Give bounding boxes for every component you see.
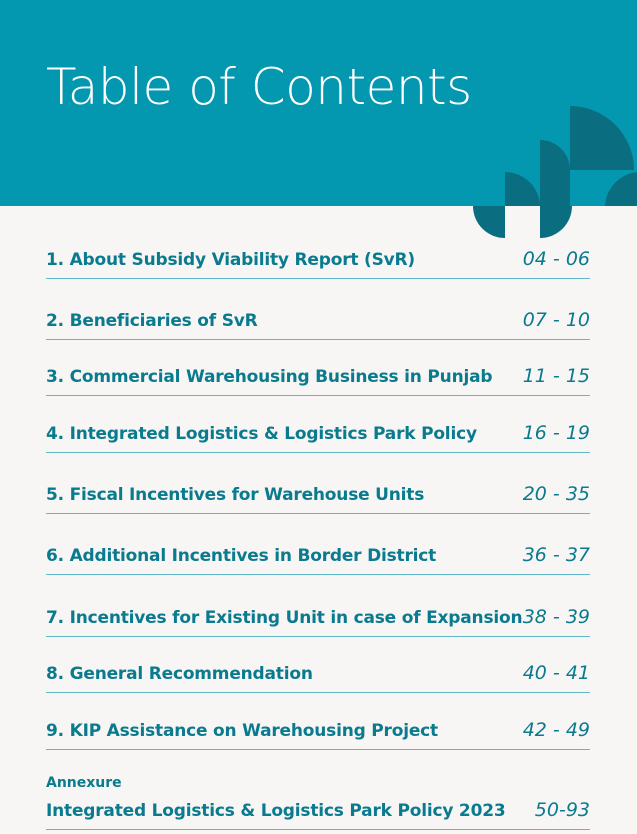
annexure-entry[interactable] — [46, 789, 590, 830]
toc-entry[interactable] — [46, 410, 590, 453]
toc-entry[interactable] — [46, 594, 590, 637]
toc-entry-pages: 40 - 41 — [522, 662, 590, 684]
annexure-entry-pages: 50-93 — [534, 799, 590, 821]
toc-entry-pages: 36 - 37 — [522, 544, 590, 566]
toc-entry[interactable] — [46, 297, 590, 340]
decor-shape — [473, 206, 505, 238]
toc-entry[interactable] — [46, 236, 590, 279]
toc-entry-label: 3. Commercial Warehousing Business in Punjab — [46, 367, 493, 387]
toc-entry-label: 6. Additional Incentives in Border District — [46, 546, 437, 566]
toc-entry-pages: 38 - 39 — [522, 606, 590, 628]
decor-shape — [605, 172, 637, 206]
page-title: Table of Contents — [46, 58, 472, 116]
toc-entry-label: 9. KIP Assistance on Warehousing Project — [46, 721, 438, 741]
annexure-entry-label: Integrated Logistics & Logistics Park Policy 2023 — [46, 801, 506, 821]
toc-entry[interactable] — [46, 707, 590, 750]
toc-entry-label: 4. Integrated Logistics & Logistics Park Policy — [46, 424, 477, 444]
toc-entry-label: 5. Fiscal Incentives for Warehouse Units — [46, 485, 425, 505]
toc-entry-pages: 20 - 35 — [522, 483, 590, 505]
decorative-quarter-circles — [0, 0, 637, 250]
decor-shape — [505, 172, 540, 206]
toc-entry-pages: 11 - 15 — [522, 365, 590, 387]
toc-entry-pages: 07 - 10 — [522, 309, 590, 331]
toc-entry-label: 7. Incentives for Existing Unit in case of Expansion — [46, 608, 523, 628]
toc-entry-pages: 04 - 06 — [522, 248, 590, 270]
toc-entry-pages: 16 - 19 — [522, 422, 590, 444]
toc-entry-label: 8. General Recommendation — [46, 664, 313, 684]
toc-entry[interactable] — [46, 353, 590, 396]
toc-entry-label: 1. About Subsidy Viability Report (SvR) — [46, 250, 415, 270]
toc-entry-label: 2. Beneficiaries of SvR — [46, 311, 258, 331]
toc-entry[interactable] — [46, 532, 590, 575]
toc-entry-pages: 42 - 49 — [522, 719, 590, 741]
decor-shape — [570, 106, 634, 170]
toc-entry[interactable] — [46, 471, 590, 514]
annexure-heading: Annexure — [46, 775, 122, 791]
decor-shape — [540, 206, 572, 238]
toc-entry[interactable] — [46, 650, 590, 693]
